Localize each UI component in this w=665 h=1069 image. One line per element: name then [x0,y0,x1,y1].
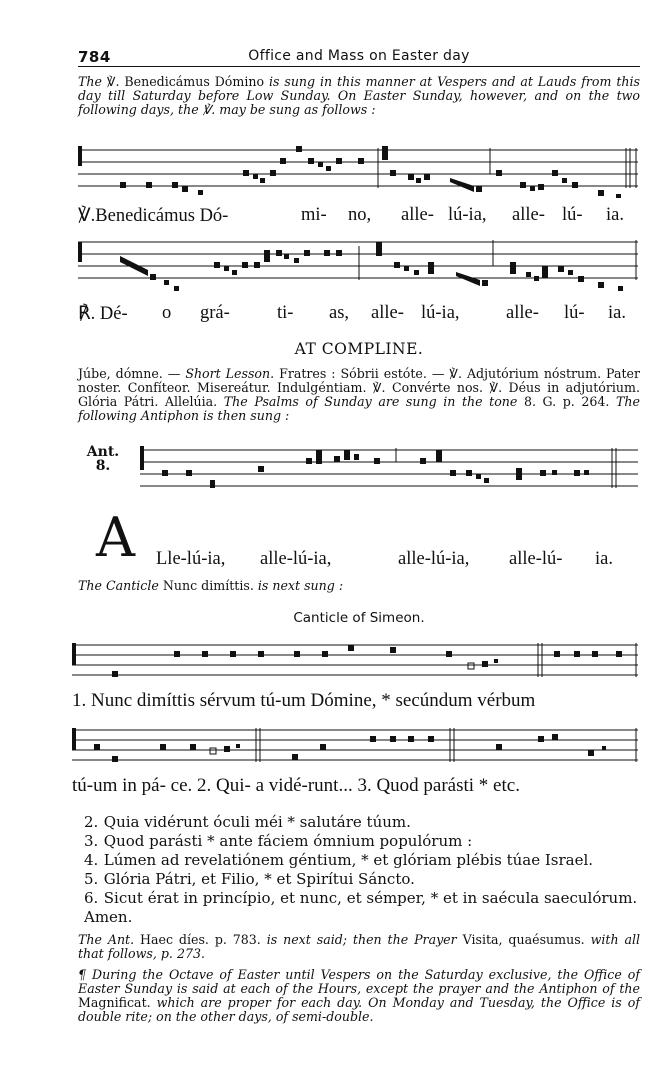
lyric-syllable: alle-lú-ia, [260,549,332,569]
lyric-syllable: ia. [595,549,613,569]
canticle-rubric: The Canticle Nunc dimíttis. is next sung : [78,578,344,593]
lyric-syllable: alle- [401,205,434,225]
list-item: 2. Quia vidérunt óculi méi * salutáre túum. [84,813,411,831]
running-header [78,44,640,67]
lyric-syllable: ia. [606,205,624,225]
canticle-title: Canticle of Simeon. [293,610,425,626]
chant-lyrics-versicle [78,205,640,229]
lyric-syllable: ℣.Benedicámus Dó- [78,206,229,226]
list-item: 6. Sicut érat in princípio, et nunc, et sémper, * et in saécula saeculórum. Amen. [84,889,638,926]
lyric-syllable: grá- [200,303,230,323]
lyric-syllable: Lle-lú-ia, [156,549,226,569]
lyric-syllable: alle- [512,205,545,225]
canticle-staff-1 [72,641,640,685]
lyric-syllable: mi- [301,205,327,225]
lyric-syllable: lú-ia, [448,205,487,225]
page [72,44,641,1024]
closing-rubric-1: The Ant. Haec díes. p. 783. is next said; then the Prayer Visita, quaésumus. with all that follows, p. 273. [78,932,641,961]
lyric-syllable: ti- [277,303,294,323]
lyric-syllable: no, [348,205,372,225]
lyric-syllable: alle- [371,303,404,323]
page-title: Office and Mass on Easter day [248,48,470,64]
canticle-verse-1: 1. Nunc dimíttis sérvum tú-um Dómine, * secúndum vérbum [72,690,536,711]
lyric-syllable: o [162,303,172,323]
antiphon-staff [140,444,640,490]
lyric-syllable: ℟. Dé- [78,304,128,324]
lyric-syllable: lú- [562,205,583,225]
compline-rubric: Júbe, dómne. — Short Lesson. Fratres : Sóbrii estóte. — ℣. Adjutórium nóstrum. Pater noster. Confíteor. Misereátur. Indulgéntiam. ℣. Convérte nos. ℣. Déus in adjutórium. Glória Pátri. Allelúia. The Psalms of Sunday are sung in the tone 8. G. p. 264. The following Antiphon is then sung : [78,366,641,423]
lyric-syllable: lú- [564,303,585,323]
closing-rubric-2: ¶ During the Octave of Easter until Vespers on the Saturday exclusive, the Office of Easter Sunday is said at each of the Hours, except the prayer and the Antiphon of the Magnificat. which are proper for each day. On Monday and Tuesday, the Office is of double rite; on the other days, of semi-double. [78,967,640,1024]
list-item: 3. Quod parásti * ante fáciem ómnium populórum : [84,832,473,850]
intro-rubric: The ℣. Benedicámus Dómino is sung in this manner at Vespers and at Lauds from this day till Saturday before Low Sunday. On Easter Sunday, however, and on the two following days, the ℣. may be sung as follows : [78,74,641,117]
lyric-syllable: ia. [608,303,626,323]
chant-lyrics-response [78,303,640,327]
canticle-verse-2: tú-um in pá- ce. 2. Qui- a vidé-runt... 3. Quod parásti * etc. [72,775,520,796]
lyric-syllable: alle-lú- [509,549,563,569]
chant-staff-response [78,236,640,300]
list-item: 5. Glória Pátri, et Filio, * et Spirítui Sáncto. [84,870,415,888]
list-item: 4. Lúmen ad revelatiónem géntium, * et glóriam plébis túae Israel. [84,851,594,869]
lyric-syllable: alle-lú-ia, [398,549,470,569]
lyric-syllable: as, [329,303,350,323]
antiphon-lyrics [78,549,640,573]
section-heading-compline: AT COMPLINE. [294,340,424,358]
lyric-syllable: alle- [506,303,539,323]
antiphon-initial: A [96,506,135,569]
antiphon-label: Ant. 8. [86,444,120,474]
lyric-syllable: lú-ia, [421,303,460,323]
page-number: 784 [78,48,111,66]
canticle-staff-2 [72,726,640,770]
chant-staff-versicle [78,144,640,198]
